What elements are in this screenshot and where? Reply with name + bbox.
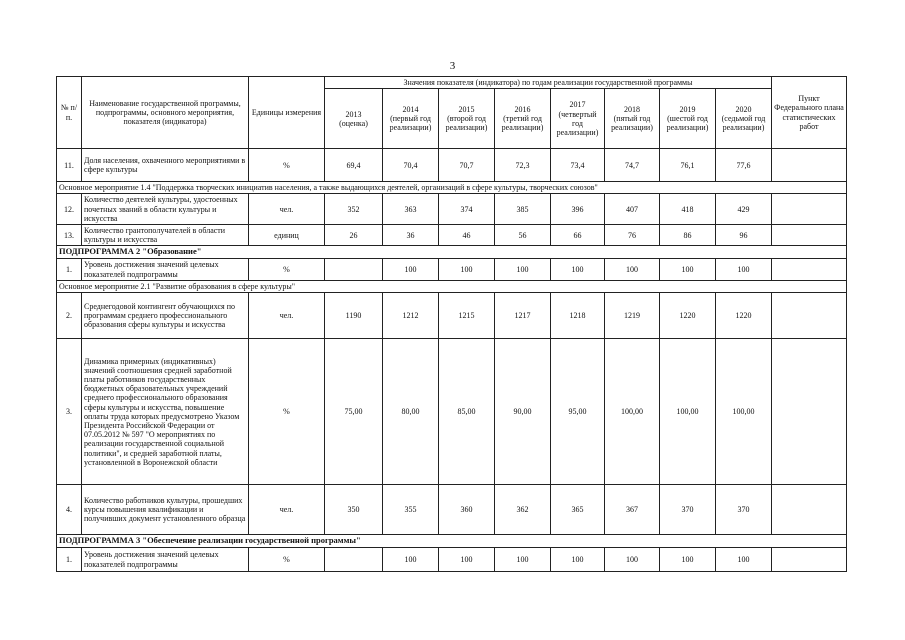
header-year-2016 xyxy=(495,89,551,149)
value-2016: 385 xyxy=(495,194,551,225)
value-2019: 418 xyxy=(660,194,716,225)
value-2019: 1220 xyxy=(660,293,716,339)
header-year-2020 xyxy=(716,89,772,149)
value-2015: 100 xyxy=(439,259,495,281)
indicator-unit: единиц xyxy=(249,224,325,245)
header-year-label: 2017 xyxy=(569,100,586,110)
value-2020: 77,6 xyxy=(716,149,772,182)
header-year-note: (первый год реализации) xyxy=(389,114,432,133)
header-year-label: 2015 xyxy=(458,104,475,114)
header-year-2013 xyxy=(325,89,383,149)
value-2014: 1212 xyxy=(383,293,439,339)
stat-plan-point xyxy=(772,339,847,485)
indicator-row xyxy=(57,149,847,182)
value-2015: 85,00 xyxy=(439,339,495,485)
value-2019: 76,1 xyxy=(660,149,716,182)
indicator-name: Количество работников культуры, прошедших курсы повышения квалификации и получивших документ установленного образца xyxy=(82,485,249,535)
row-number: 4. xyxy=(57,485,82,535)
indicator-name: Динамика примерных (индикативных) значений соотношения средней заработной платы работников государственных бюджетных образовательных учреждений среднего профессионального образования сферы культуры и искусства, повышение оплаты труда которых предусмотрено Указом Президента Российской Федерации от 07.05.2012 № 597 "О мероприятиях по реализации государственной социальной политики", и средней заработной платы, установленной в Воронежской области xyxy=(82,339,249,485)
header-unit: Единицы измерения xyxy=(249,77,325,149)
subprogram-row xyxy=(57,246,847,259)
value-2018: 100,00 xyxy=(605,339,660,485)
value-2013: 352 xyxy=(325,194,383,225)
value-2016: 90,00 xyxy=(495,339,551,485)
value-2019: 100 xyxy=(660,259,716,281)
event-row xyxy=(57,182,847,194)
header-year-note: (четвертый год реализации) xyxy=(556,109,599,137)
subprogram-title: ПОДПРОГРАММА 3 "Обеспечение реализации государственной программы" xyxy=(57,535,847,548)
header-year-label: 2013 xyxy=(345,109,362,119)
stat-plan-point xyxy=(772,293,847,339)
value-2018: 367 xyxy=(605,485,660,535)
header-no: № п/п. xyxy=(57,77,82,149)
value-2013: 350 xyxy=(325,485,383,535)
value-2015: 70,7 xyxy=(439,149,495,182)
value-2016: 72,3 xyxy=(495,149,551,182)
header-year-note: (пятый год реализации) xyxy=(611,114,653,133)
value-2013: 1190 xyxy=(325,293,383,339)
indicator-unit: чел. xyxy=(249,293,325,339)
value-2020: 96 xyxy=(716,224,772,245)
row-number: 1. xyxy=(57,548,82,572)
indicator-name: Доля населения, охваченного мероприятиями в сфере культуры xyxy=(82,149,249,182)
value-2013 xyxy=(325,548,383,572)
subprogram-row xyxy=(57,535,847,548)
indicator-name: Уровень достижения значений целевых показателей подпрограммы xyxy=(82,259,249,281)
value-2019: 100 xyxy=(660,548,716,572)
header-year-note: (второй год реализации) xyxy=(445,114,488,133)
value-2019: 100,00 xyxy=(660,339,716,485)
value-2018: 74,7 xyxy=(605,149,660,182)
value-2013: 69,4 xyxy=(325,149,383,182)
value-2018: 100 xyxy=(605,548,660,572)
header-year-note: (оценка) xyxy=(339,118,368,128)
value-2017: 100 xyxy=(551,259,605,281)
value-2015: 1215 xyxy=(439,293,495,339)
indicator-unit: % xyxy=(249,548,325,572)
value-2014: 70,4 xyxy=(383,149,439,182)
indicator-name: Уровень достижения значений целевых показателей подпрограммы xyxy=(82,548,249,572)
row-number: 12. xyxy=(57,194,82,225)
value-2015: 100 xyxy=(439,548,495,572)
value-2019: 86 xyxy=(660,224,716,245)
indicator-unit: чел. xyxy=(249,194,325,225)
header-year-label: 2014 xyxy=(402,104,419,114)
value-2019: 370 xyxy=(660,485,716,535)
indicator-row xyxy=(57,259,847,281)
value-2015: 360 xyxy=(439,485,495,535)
indicator-name: Количество грантополучателей в области культуры и искусства xyxy=(82,224,249,245)
value-2020: 370 xyxy=(716,485,772,535)
header-year-note: (шестой год реализации) xyxy=(666,114,709,133)
value-2020: 429 xyxy=(716,194,772,225)
value-2018: 1219 xyxy=(605,293,660,339)
value-2017: 365 xyxy=(551,485,605,535)
indicator-row xyxy=(57,339,847,485)
header-year-note: (седьмой год реализации) xyxy=(721,114,766,133)
indicator-unit: % xyxy=(249,259,325,281)
indicator-row xyxy=(57,194,847,225)
indicator-name: Среднегодовой контингент обучающихся по программам среднего профессионального образования сферы культуры и искусства xyxy=(82,293,249,339)
value-2020: 100 xyxy=(716,548,772,572)
value-2013: 75,00 xyxy=(325,339,383,485)
indicator-unit: чел. xyxy=(249,485,325,535)
header-year-2014 xyxy=(383,89,439,149)
value-2020: 1220 xyxy=(716,293,772,339)
value-2017: 100 xyxy=(551,548,605,572)
indicator-row xyxy=(57,548,847,572)
value-2017: 1218 xyxy=(551,293,605,339)
value-2020: 100,00 xyxy=(716,339,772,485)
stat-plan-point xyxy=(772,548,847,572)
value-2017: 396 xyxy=(551,194,605,225)
stat-plan-point xyxy=(772,194,847,225)
stat-plan-point xyxy=(772,224,847,245)
header-year-label: 2018 xyxy=(624,104,640,114)
event-title: Основное мероприятие 2.1 "Развитие образования в сфере культуры" xyxy=(57,281,847,293)
value-2014: 36 xyxy=(383,224,439,245)
value-2018: 100 xyxy=(605,259,660,281)
value-2013 xyxy=(325,259,383,281)
row-number: 11. xyxy=(57,149,82,182)
value-2016: 362 xyxy=(495,485,551,535)
value-2020: 100 xyxy=(716,259,772,281)
value-2017: 95,00 xyxy=(551,339,605,485)
value-2014: 80,00 xyxy=(383,339,439,485)
value-2016: 56 xyxy=(495,224,551,245)
header-year-label: 2020 xyxy=(735,104,752,114)
value-2016: 100 xyxy=(495,548,551,572)
value-2013: 26 xyxy=(325,224,383,245)
header-year-label: 2016 xyxy=(514,104,531,114)
header-year-2017 xyxy=(551,89,605,149)
value-2014: 100 xyxy=(383,548,439,572)
page-number: 3 xyxy=(449,60,456,72)
header-year-2018 xyxy=(605,89,660,149)
value-2014: 100 xyxy=(383,259,439,281)
value-2016: 1217 xyxy=(495,293,551,339)
value-2015: 374 xyxy=(439,194,495,225)
header-name: Наименование государственной программы, подпрограммы, основного мероприятия, показателя (индикатора) xyxy=(82,77,249,149)
subprogram-title: ПОДПРОГРАММА 2 "Образование" xyxy=(57,246,847,259)
header-point: Пункт Федерального плана статистических работ xyxy=(772,77,847,149)
indicator-row xyxy=(57,224,847,245)
header-values-title: Значения показателя (индикатора) по годам реализации государственной программы xyxy=(325,77,772,89)
row-number: 13. xyxy=(57,224,82,245)
indicators-table xyxy=(56,76,847,572)
row-number: 1. xyxy=(57,259,82,281)
stat-plan-point xyxy=(772,149,847,182)
indicator-row xyxy=(57,293,847,339)
value-2018: 76 xyxy=(605,224,660,245)
header-year-2015 xyxy=(439,89,495,149)
header-year-label: 2019 xyxy=(679,104,696,114)
row-number: 2. xyxy=(57,293,82,339)
row-number: 3. xyxy=(57,339,82,485)
event-title: Основное мероприятие 1.4 "Поддержка творческих инициатив населения, а также выдающихся деятелей, организаций в сфере культуры, творческих союзов" xyxy=(57,182,847,194)
value-2015: 46 xyxy=(439,224,495,245)
event-row xyxy=(57,281,847,293)
stat-plan-point xyxy=(772,259,847,281)
value-2017: 66 xyxy=(551,224,605,245)
value-2018: 407 xyxy=(605,194,660,225)
value-2016: 100 xyxy=(495,259,551,281)
indicator-unit: % xyxy=(249,339,325,485)
stat-plan-point xyxy=(772,485,847,535)
value-2017: 73,4 xyxy=(551,149,605,182)
header-year-2019 xyxy=(660,89,716,149)
indicator-unit: % xyxy=(249,149,325,182)
value-2014: 355 xyxy=(383,485,439,535)
indicator-name: Количество деятелей культуры, удостоенных почетных званий в области культуры и искусства xyxy=(82,194,249,225)
indicator-row xyxy=(57,485,847,535)
header-year-note: (третий год реализации) xyxy=(501,114,544,133)
value-2014: 363 xyxy=(383,194,439,225)
